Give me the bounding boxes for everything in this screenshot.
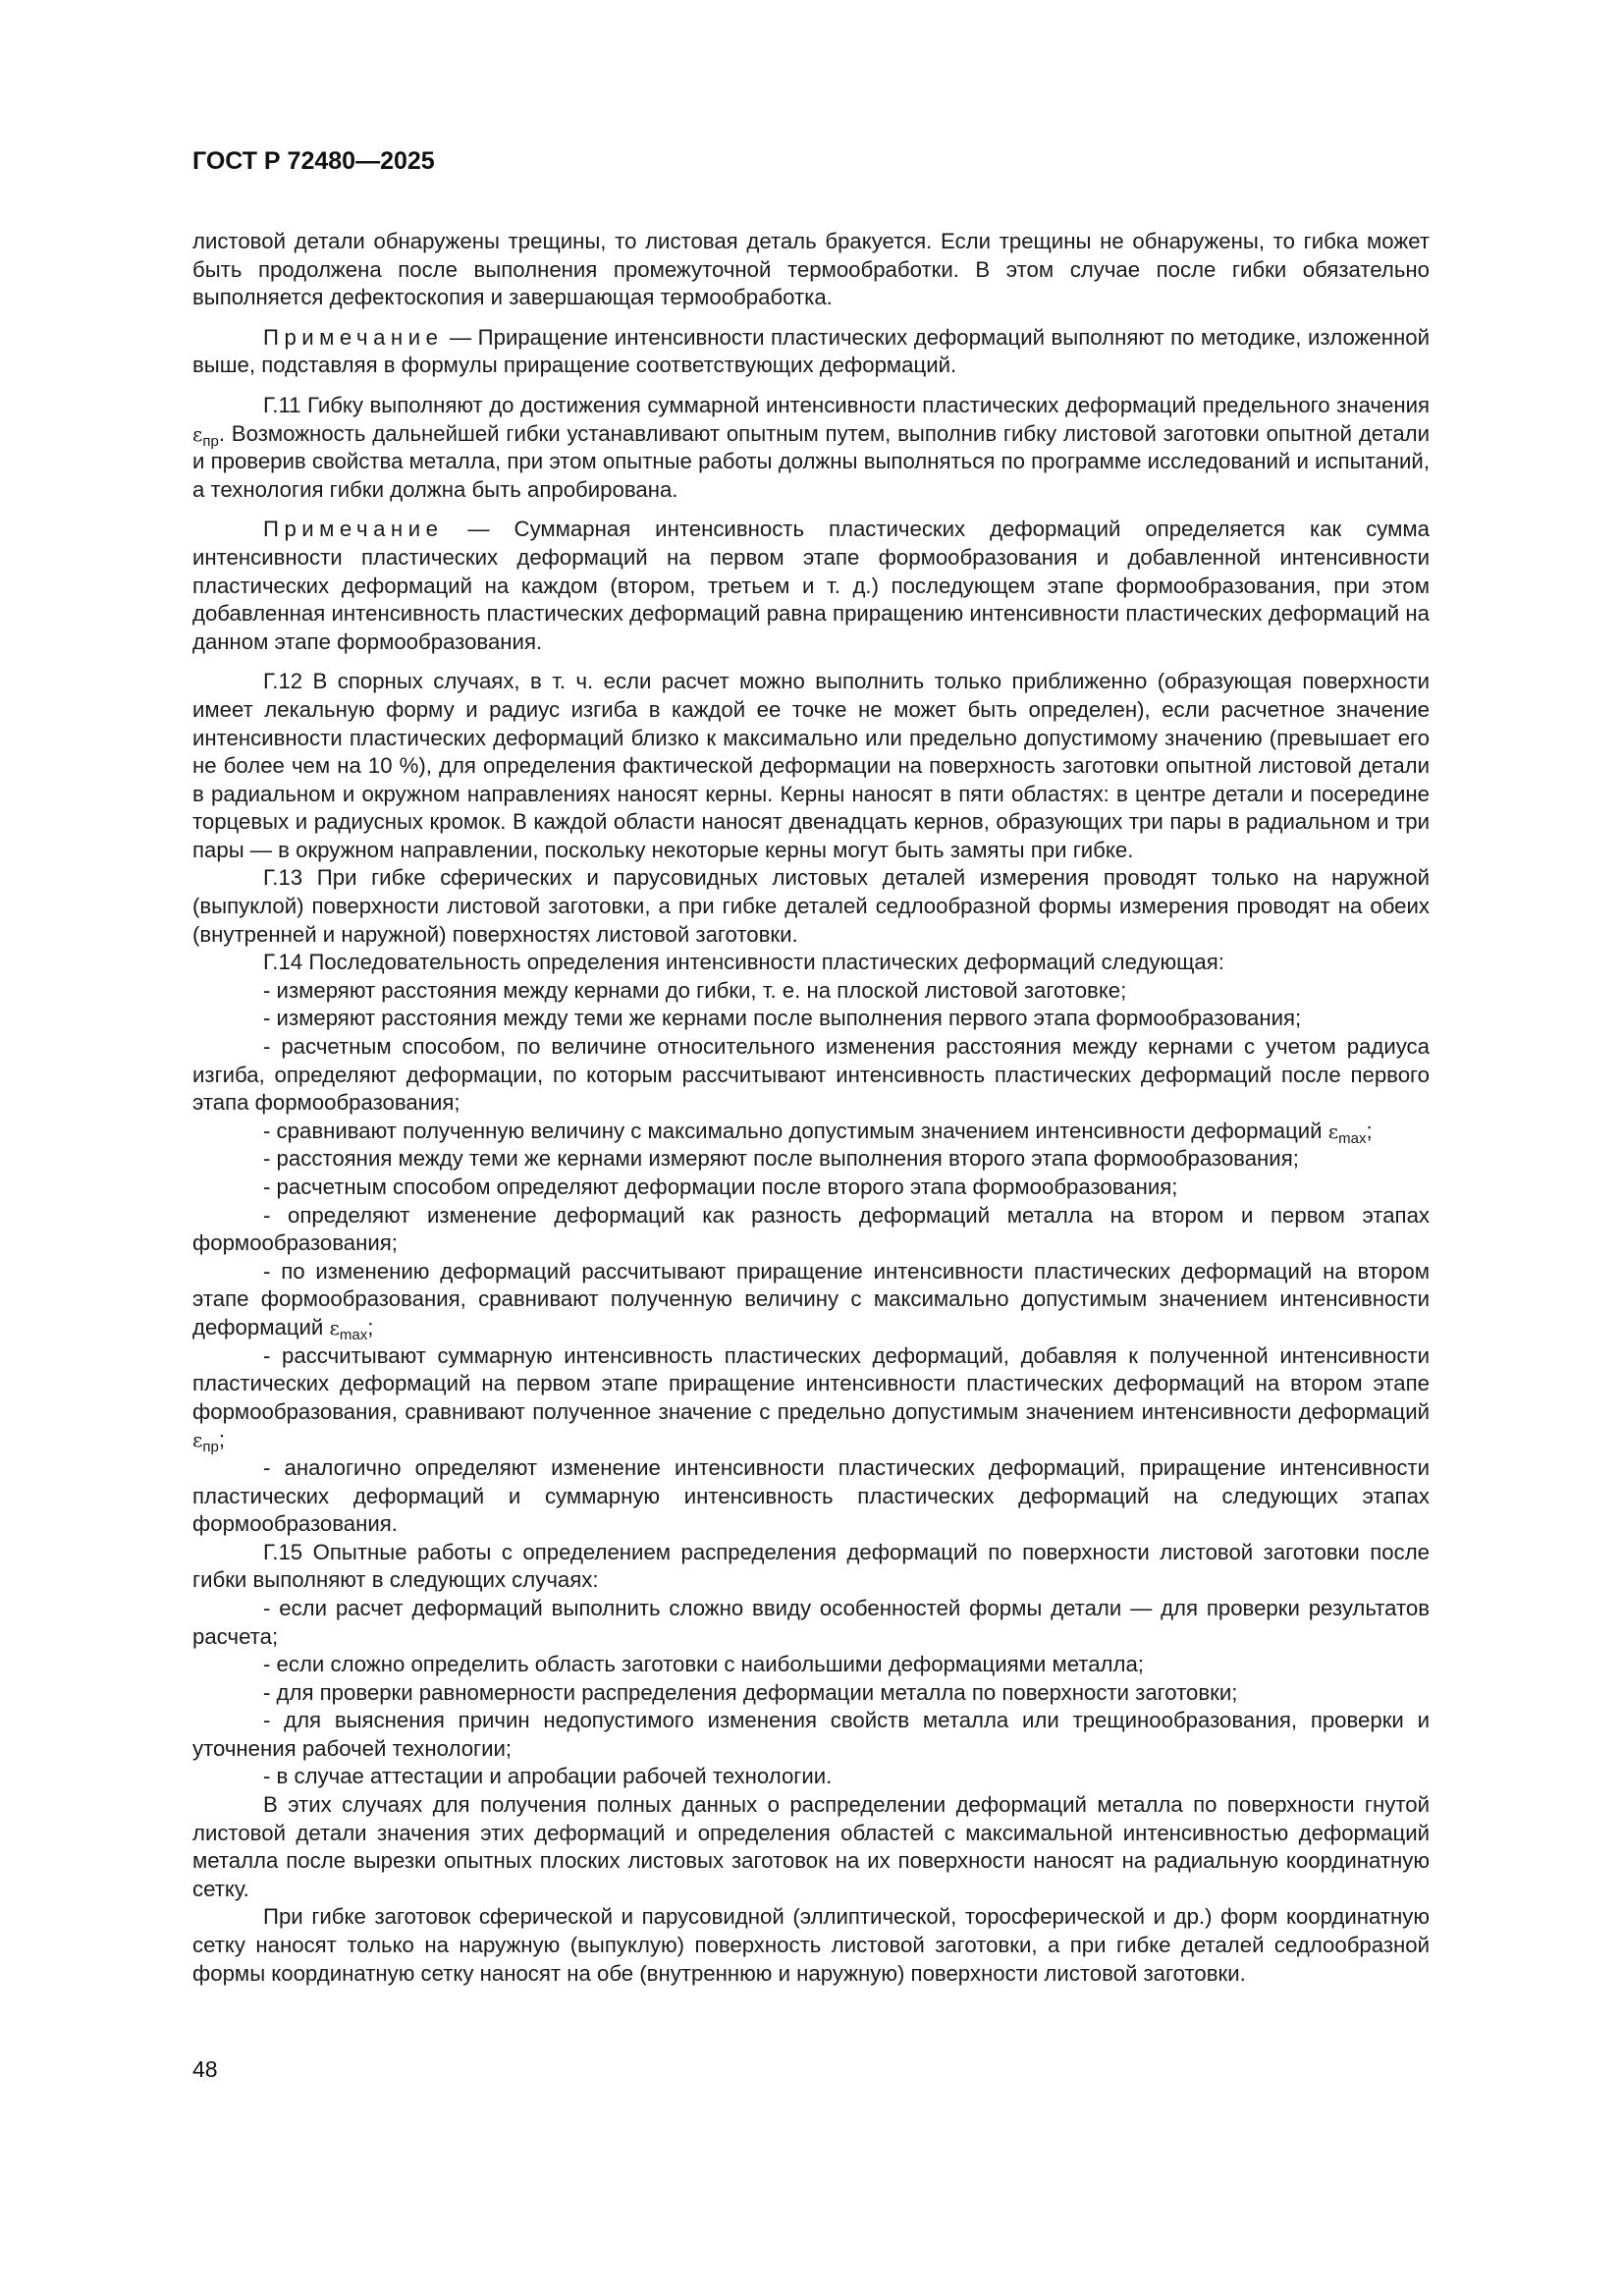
list-item: - измеряют расстояния между кернами до гибки, т. е. на плоской листовой заготовке;	[263, 977, 1127, 1003]
clause-g11	[192, 392, 1430, 504]
list-item	[192, 1258, 1430, 1342]
subscript-pr: пр	[202, 432, 219, 450]
epsilon-symbol: ε	[192, 1428, 203, 1452]
paragraph: В этих случаях для получения полных данных о распределении деформаций металла по поверхности гнутой листовой детали значения этих деформаций и определения областей с максимальной интенсивностью деформаций металла после вырезки опытных плоских листовых заготовок на их поверхности наносят на радиальную координатную сетку.	[192, 1792, 1430, 1901]
list-item-text: - сравнивают полученную величину с максимально допустимым значением интенсивности деформаций	[263, 1118, 1328, 1143]
document-body	[192, 228, 1430, 1988]
clause-g11-text-a: Г.11 Гибку выполняют до достижения суммарной интенсивности пластических деформаций предельного значения	[263, 392, 1430, 417]
epsilon-symbol: ε	[329, 1315, 340, 1339]
list-item	[192, 1342, 1430, 1454]
list-item: - аналогично определяют изменение интенсивности пластических деформаций, приращение интенсивности пластических деформаций и суммарную интенсивность пластических деформаций на следующих этапах формообразования.	[192, 1454, 1430, 1537]
note-1	[192, 324, 1430, 380]
note-label: Примечание	[263, 517, 444, 542]
list-item-end: ;	[1366, 1118, 1373, 1143]
list-item: - измеряют расстояния между теми же кернами после выполнения первого этапа формообразования;	[263, 1006, 1302, 1031]
list-item: - расчетным способом определяют деформации после второго этапа формообразования;	[263, 1175, 1178, 1199]
clause-g14: Г.14 Последовательность определения интенсивности пластических деформаций следующая:	[263, 950, 1224, 975]
note-text: — Приращение интенсивности пластических деформаций выполняют по методике, изложенной выше, подставляя в формулы приращение соответствующих деформаций.	[192, 324, 1430, 378]
subscript-max: max	[1338, 1129, 1367, 1147]
clause-g15: Г.15 Опытные работы с определением распределения деформаций по поверхности листовой заготовки после гибки выполняют в следующих случаях:	[192, 1539, 1430, 1593]
subscript-max: max	[339, 1326, 368, 1343]
clause-g12: Г.12 В спорных случаях, в т. ч. если расчет можно выполнить только приближенно (образующая поверхности имеет лекальную форму и радиус изгиба в каждой ее точке не может быть определен), если расчетное значение интенсивности пластических деформаций близко к максимально или предельно допустимому значению (превышает его не более чем на 10 %), для определения фактической деформации на поверхность заготовки опытной листовой детали в радиальном и окружном направлениях наносят керны. Керны наносят в пяти областях: в центре детали и посередине торцевых и радиусных кромок. В каждой области наносят двенадцать кернов, образующих три пары в радиальном и три пары — в окружном направлении, поскольку некоторые керны могут быть замяты при гибке.	[192, 669, 1430, 862]
note-text: — Суммарная интенсивность пластических деформаций определяется как сумма интенсивности пластических деформаций на первом этапе формообразования и добавленной интенсивности пластических деформаций на каждом (втором, третьем и т. д.) последующем этапе формообразования, при этом добавленная интенсивность пластических деформаций равна приращению интенсивности пластических деформаций на данном этапе формообразования.	[192, 517, 1430, 654]
paragraph: При гибке заготовок сферической и парусовидной (эллиптической, торосферической и др.) форм координатную сетку наносят только на наружную (выпуклую) поверхность листовой заготовки, а при гибке деталей седлообразной формы координатную сетку наносят на обе (внутреннюю и наружную) поверхности листовой заготовки.	[192, 1904, 1430, 1986]
note-2	[192, 516, 1430, 656]
list-item: - для выяснения причин недопустимого изменения свойств металла или трещинообразования, проверки и уточнения рабочей технологии;	[192, 1708, 1430, 1761]
list-item: - определяют изменение деформаций как разность деформаций металла на втором и первом этапах формообразования;	[192, 1202, 1430, 1256]
list-item-text: - рассчитывают суммарную интенсивность пластических деформаций, добавляя к полученной интенсивности пластических деформаций на первом этапе приращение интенсивности пластических деформаций на втором этапе формообразования, сравнивают полученное значение с предельно допустимым значением интенсивности деформаций	[192, 1342, 1430, 1424]
list-item: - если расчет деформаций выполнить сложно ввиду особенностей формы детали — для проверки результатов расчета;	[192, 1595, 1430, 1649]
epsilon-symbol: ε	[1327, 1119, 1339, 1143]
clause-g13: Г.13 При гибке сферических и парусовидных листовых деталей измерения проводят только на наружной (выпуклой) поверхности листовой заготовки, а при гибке деталей седлообразной формы измерения проводят на обеих (внутренней и наружной) поверхностях листовой заготовки.	[192, 865, 1430, 947]
subscript-pr: пр	[202, 1439, 219, 1456]
note-label: Примечание	[263, 324, 444, 350]
list-item: - расчетным способом, по величине относительного изменения расстояния между кернами с учетом радиуса изгиба, определяют деформации, по которым рассчитывают интенсивность пластических деформаций после первого этапа формообразования;	[192, 1034, 1430, 1116]
page-number: 48	[192, 2056, 218, 2082]
page-header-standard: ГОСТ Р 72480—2025	[192, 147, 435, 175]
paragraph-continuation: листовой детали обнаружены трещины, то листовая деталь бракуется. Если трещины не обнаружены, то гибка может быть продолжена после выполнения промежуточной термообработки. В этом случае после гибки обязательно выполняется дефектоскопия и завершающая термообработка.	[192, 229, 1430, 310]
list-item: - в случае аттестации и апробации рабочей технологии.	[263, 1764, 833, 1789]
clause-g11-text-b: . Возможность дальнейшей гибки устанавливают опытным путем, выполнив гибку листовой заготовки опытной детали и проверив свойства металла, при этом опытные работы должны выполняться по программе исследований и испытаний, а технология гибки должна быть апробирована.	[192, 420, 1430, 502]
list-item: - расстояния между теми же кернами измеряют после выполнения второго этапа формообразования;	[263, 1146, 1299, 1172]
list-item: - если сложно определить область заготовки с наибольшими деформациями металла;	[263, 1652, 1144, 1677]
list-item-text: - по изменению деформаций рассчитывают приращение интенсивности пластических деформаций на втором этапе формообразования, сравнивают полученную величину с максимально допустимым значением интенсивности деформаций	[192, 1258, 1430, 1339]
list-item: - для проверки равномерности распределения деформации металла по поверхности заготовки;	[263, 1679, 1238, 1705]
epsilon-symbol: ε	[192, 421, 203, 446]
list-item-end: ;	[367, 1314, 374, 1339]
list-item	[192, 1118, 1430, 1146]
list-item-end: ;	[218, 1427, 226, 1452]
